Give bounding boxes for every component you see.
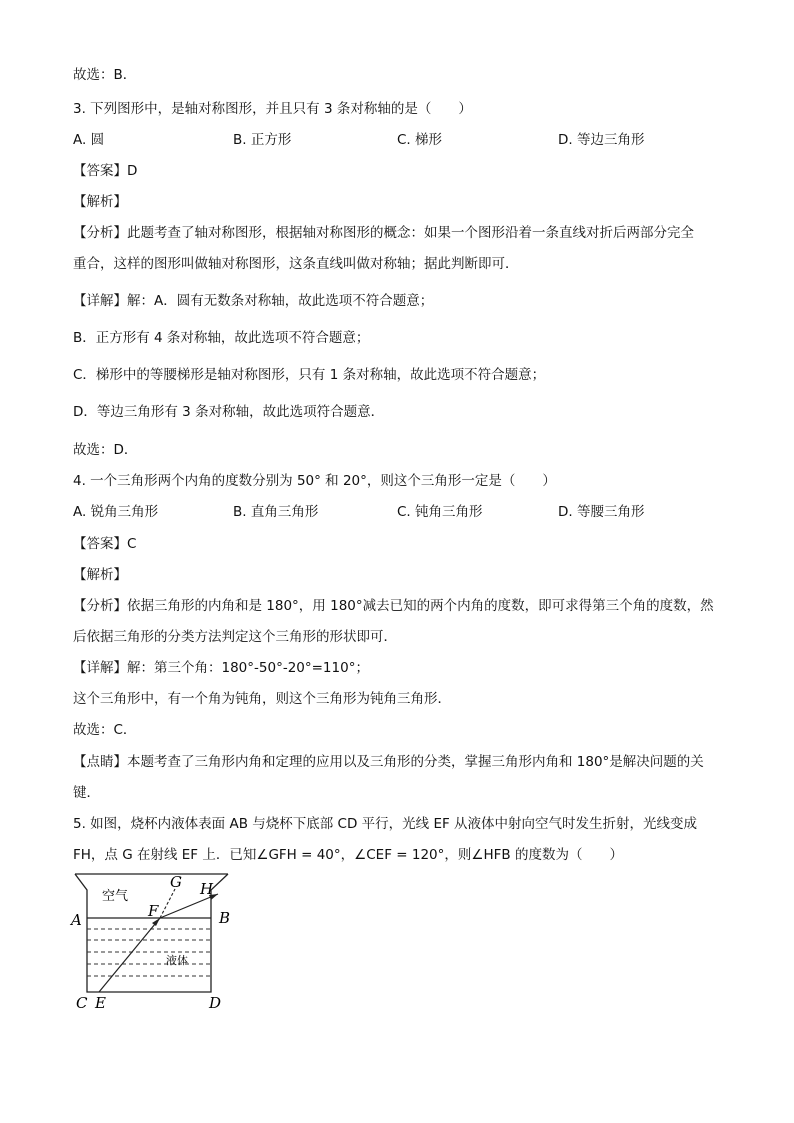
q4-analysis-heading: 【解析】 [73, 567, 127, 583]
question-5-text-1: 5. 如图，烧杯内液体表面 AB 与烧杯下底部 CD 平行，光线 EF 从液体中射向空气时发生折射，光线变成 [73, 816, 698, 832]
q3-detail-2: B．正方形有 4 条对称轴，故此选项不符合题意； [73, 330, 370, 346]
q4-key-point-2: 键． [73, 785, 100, 801]
q4-detail-2: 这个三角形中，有一个角为钝角，则这个三角形为钝角三角形． [73, 691, 451, 707]
point-h-label: H [200, 880, 214, 898]
q3-analysis-heading: 【解析】 [73, 194, 127, 210]
q3-conclusion: 故选：D． [73, 442, 138, 458]
q4-analysis-text-1: 【分析】依据三角形的内角和是 180°，用 180°减去已知的两个内角的度数，即可求得第三个角的度数，然 [73, 598, 714, 614]
point-a-label: A [71, 911, 82, 929]
q3-option-b: B. 正方形 [233, 132, 292, 148]
q3-option-d: D. 等边三角形 [558, 132, 645, 148]
liquid-dashes [87, 929, 211, 976]
point-f-label: F [148, 902, 159, 920]
beaker-refraction-figure [66, 868, 246, 1012]
q3-analysis-text-2: 重合，这样的图形叫做轴对称图形，这条直线叫做对称轴；据此判断即可． [73, 256, 519, 272]
q4-conclusion: 故选：C． [73, 722, 137, 738]
q3-option-a: A. 圆 [73, 132, 105, 148]
label-air: 空气 [102, 889, 129, 904]
point-b-label: B [219, 909, 231, 927]
q3-detail-4: D．等边三角形有 3 条对称轴，故此选项符合题意． [73, 404, 385, 420]
q3-analysis-text-1: 【分析】此题考查了轴对称图形，根据轴对称图形的概念：如果一个图形沿着一条直线对折后两部分完全 [73, 225, 694, 241]
q3-option-c: C. 梯形 [397, 132, 443, 148]
q3-answer: 【答案】D [73, 163, 138, 179]
q4-option-d: D. 等腰三角形 [558, 504, 645, 520]
ray-fg-extension [160, 889, 175, 918]
question-3: 3. 下列图形中，是轴对称图形，并且只有 3 条对称轴的是（ ） [73, 101, 472, 117]
q4-detail-1: 【详解】解：第三个角：180°-50°-20°=110°； [73, 660, 369, 676]
point-c-label: C [76, 994, 88, 1012]
q4-answer: 【答案】C [73, 536, 137, 552]
question-4: 4. 一个三角形两个内角的度数分别为 50° 和 20°，则这个三角形一定是（ ） [73, 473, 556, 489]
q4-option-a: A. 锐角三角形 [73, 504, 159, 520]
question-5-text-2: FH，点 G 在射线 EF 上．已知∠GFH = 40°，∠CEF = 120°，则∠HFB 的度数为（ ） [73, 847, 623, 863]
q4-analysis-text-2: 后依据三角形的分类方法判定这个三角形的形状即可． [73, 629, 397, 645]
point-e-label: E [95, 994, 106, 1012]
q4-option-b: B. 直角三角形 [233, 504, 319, 520]
q4-key-point-1: 【点睛】本题考查了三角形内角和定理的应用以及三角形的分类，掌握三角形内角和 180°是解决问题的关 [73, 754, 704, 770]
answer-line-q2: 故选：B． [73, 67, 137, 83]
q4-option-c: C. 钝角三角形 [397, 504, 483, 520]
point-d-label: D [209, 994, 222, 1012]
label-liquid: 液体 [166, 954, 188, 967]
q3-detail-3: C．梯形中的等腰梯形是轴对称图形，只有 1 条对称轴，故此选项不符合题意； [73, 367, 546, 383]
point-g-label: G [170, 873, 182, 891]
q3-detail-1: 【详解】解：A．圆有无数条对称轴，故此选项不符合题意； [73, 293, 434, 309]
